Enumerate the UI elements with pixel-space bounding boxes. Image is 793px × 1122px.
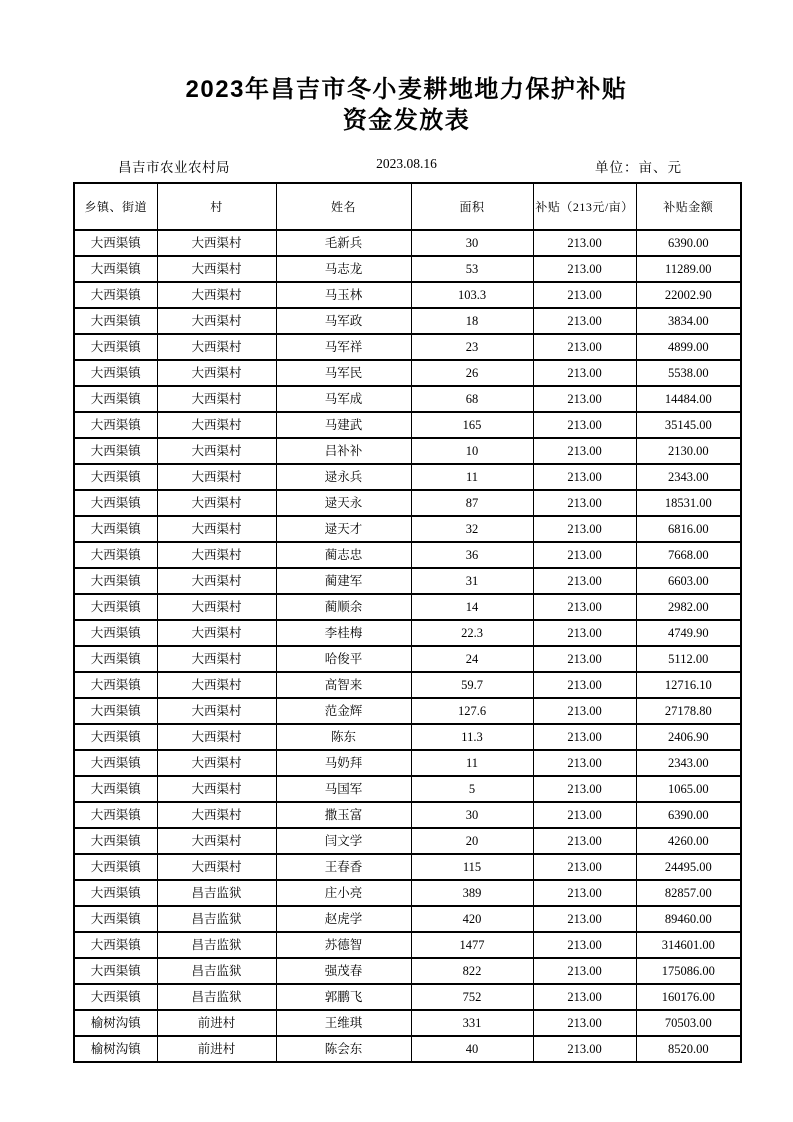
cell-amount: 12716.10 xyxy=(636,672,741,698)
cell-area: 30 xyxy=(411,802,533,828)
cell-township: 大西渠镇 xyxy=(74,932,157,958)
cell-area: 59.7 xyxy=(411,672,533,698)
cell-name: 范金辉 xyxy=(276,698,411,724)
cell-township: 大西渠镇 xyxy=(74,828,157,854)
cell-amount: 4749.90 xyxy=(636,620,741,646)
cell-area: 24 xyxy=(411,646,533,672)
table-row xyxy=(74,776,741,802)
table-row xyxy=(74,1036,741,1062)
cell-rate: 213.00 xyxy=(533,646,636,672)
cell-name: 陈东 xyxy=(276,724,411,750)
cell-rate: 213.00 xyxy=(533,672,636,698)
cell-amount: 2343.00 xyxy=(636,750,741,776)
cell-name: 蔺建军 xyxy=(276,568,411,594)
cell-name: 逯天才 xyxy=(276,516,411,542)
cell-village: 大西渠村 xyxy=(157,256,276,282)
cell-village: 昌吉监狱 xyxy=(157,958,276,984)
cell-village: 大西渠村 xyxy=(157,672,276,698)
cell-area: 420 xyxy=(411,906,533,932)
cell-township: 大西渠镇 xyxy=(74,542,157,568)
cell-name: 马志龙 xyxy=(276,256,411,282)
cell-village: 昌吉监狱 xyxy=(157,880,276,906)
cell-township: 大西渠镇 xyxy=(74,672,157,698)
cell-amount: 3834.00 xyxy=(636,308,741,334)
cell-village: 大西渠村 xyxy=(157,568,276,594)
table-row xyxy=(74,386,741,412)
cell-name: 吕补补 xyxy=(276,438,411,464)
cell-rate: 213.00 xyxy=(533,542,636,568)
cell-amount: 2130.00 xyxy=(636,438,741,464)
table-row xyxy=(74,698,741,724)
cell-rate: 213.00 xyxy=(533,984,636,1010)
cell-amount: 6390.00 xyxy=(636,802,741,828)
cell-name: 哈俊平 xyxy=(276,646,411,672)
cell-rate: 213.00 xyxy=(533,1010,636,1036)
cell-township: 大西渠镇 xyxy=(74,412,157,438)
cell-rate: 213.00 xyxy=(533,256,636,282)
table-row xyxy=(74,724,741,750)
cell-township: 榆树沟镇 xyxy=(74,1036,157,1062)
cell-rate: 213.00 xyxy=(533,750,636,776)
cell-area: 389 xyxy=(411,880,533,906)
cell-rate: 213.00 xyxy=(533,880,636,906)
table-row xyxy=(74,230,741,256)
cell-township: 大西渠镇 xyxy=(74,594,157,620)
table-row xyxy=(74,646,741,672)
cell-village: 大西渠村 xyxy=(157,750,276,776)
cell-village: 大西渠村 xyxy=(157,542,276,568)
cell-village: 大西渠村 xyxy=(157,308,276,334)
cell-village: 大西渠村 xyxy=(157,854,276,880)
col-header-amount: 补贴金额 xyxy=(636,183,741,230)
cell-name: 王春香 xyxy=(276,854,411,880)
cell-area: 18 xyxy=(411,308,533,334)
cell-rate: 213.00 xyxy=(533,828,636,854)
cell-rate: 213.00 xyxy=(533,516,636,542)
col-header-township: 乡镇、街道 xyxy=(74,183,157,230)
table-row xyxy=(74,438,741,464)
cell-amount: 8520.00 xyxy=(636,1036,741,1062)
table-row xyxy=(74,958,741,984)
cell-area: 822 xyxy=(411,958,533,984)
unit-label: 单位：亩、元 xyxy=(595,160,682,175)
date-label: 2023.08.16 xyxy=(376,156,437,171)
cell-amount: 89460.00 xyxy=(636,906,741,932)
table-row xyxy=(74,802,741,828)
cell-township: 大西渠镇 xyxy=(74,360,157,386)
cell-area: 165 xyxy=(411,412,533,438)
agency-label: 昌吉市农业农村局 xyxy=(118,160,230,175)
table-row xyxy=(74,542,741,568)
col-header-rate: 补贴（213元/亩） xyxy=(533,183,636,230)
cell-amount: 82857.00 xyxy=(636,880,741,906)
meta-row xyxy=(73,156,740,178)
table-row xyxy=(74,906,741,932)
cell-name: 马建武 xyxy=(276,412,411,438)
cell-area: 10 xyxy=(411,438,533,464)
cell-village: 前进村 xyxy=(157,1036,276,1062)
cell-rate: 213.00 xyxy=(533,958,636,984)
cell-name: 庄小亮 xyxy=(276,880,411,906)
page-title xyxy=(73,74,740,136)
cell-amount: 175086.00 xyxy=(636,958,741,984)
cell-amount: 314601.00 xyxy=(636,932,741,958)
cell-area: 752 xyxy=(411,984,533,1010)
table-row xyxy=(74,282,741,308)
cell-village: 大西渠村 xyxy=(157,646,276,672)
cell-rate: 213.00 xyxy=(533,282,636,308)
cell-amount: 70503.00 xyxy=(636,1010,741,1036)
cell-village: 昌吉监狱 xyxy=(157,906,276,932)
cell-rate: 213.00 xyxy=(533,308,636,334)
cell-village: 大西渠村 xyxy=(157,516,276,542)
cell-township: 大西渠镇 xyxy=(74,984,157,1010)
cell-rate: 213.00 xyxy=(533,620,636,646)
cell-name: 李桂梅 xyxy=(276,620,411,646)
cell-area: 5 xyxy=(411,776,533,802)
cell-rate: 213.00 xyxy=(533,568,636,594)
cell-name: 蔺志忠 xyxy=(276,542,411,568)
cell-village: 大西渠村 xyxy=(157,386,276,412)
cell-amount: 4260.00 xyxy=(636,828,741,854)
cell-township: 大西渠镇 xyxy=(74,464,157,490)
cell-amount: 2406.90 xyxy=(636,724,741,750)
cell-area: 32 xyxy=(411,516,533,542)
cell-area: 115 xyxy=(411,854,533,880)
cell-village: 大西渠村 xyxy=(157,282,276,308)
table-row xyxy=(74,828,741,854)
cell-rate: 213.00 xyxy=(533,594,636,620)
cell-amount: 160176.00 xyxy=(636,984,741,1010)
cell-name: 逯永兵 xyxy=(276,464,411,490)
cell-area: 23 xyxy=(411,334,533,360)
cell-township: 大西渠镇 xyxy=(74,854,157,880)
cell-area: 1477 xyxy=(411,932,533,958)
cell-amount: 22002.90 xyxy=(636,282,741,308)
cell-name: 陈会东 xyxy=(276,1036,411,1062)
cell-amount: 5112.00 xyxy=(636,646,741,672)
cell-rate: 213.00 xyxy=(533,854,636,880)
cell-township: 大西渠镇 xyxy=(74,438,157,464)
cell-village: 大西渠村 xyxy=(157,334,276,360)
page-title-line1: 2023年昌吉市冬小麦耕地地力保护补贴 xyxy=(185,76,628,103)
cell-township: 榆树沟镇 xyxy=(74,1010,157,1036)
cell-village: 大西渠村 xyxy=(157,620,276,646)
cell-amount: 27178.80 xyxy=(636,698,741,724)
table-row xyxy=(74,464,741,490)
cell-village: 大西渠村 xyxy=(157,724,276,750)
cell-area: 22.3 xyxy=(411,620,533,646)
cell-name: 蔺顺余 xyxy=(276,594,411,620)
table-row xyxy=(74,360,741,386)
cell-area: 26 xyxy=(411,360,533,386)
cell-rate: 213.00 xyxy=(533,932,636,958)
cell-village: 大西渠村 xyxy=(157,490,276,516)
cell-name: 马军成 xyxy=(276,386,411,412)
col-header-area: 面积 xyxy=(411,183,533,230)
cell-village: 大西渠村 xyxy=(157,776,276,802)
cell-township: 大西渠镇 xyxy=(74,256,157,282)
cell-name: 毛新兵 xyxy=(276,230,411,256)
cell-rate: 213.00 xyxy=(533,386,636,412)
cell-area: 87 xyxy=(411,490,533,516)
cell-village: 大西渠村 xyxy=(157,230,276,256)
cell-amount: 24495.00 xyxy=(636,854,741,880)
cell-name: 马军民 xyxy=(276,360,411,386)
table-row xyxy=(74,854,741,880)
cell-area: 20 xyxy=(411,828,533,854)
cell-amount: 5538.00 xyxy=(636,360,741,386)
cell-township: 大西渠镇 xyxy=(74,230,157,256)
cell-township: 大西渠镇 xyxy=(74,724,157,750)
cell-name: 马奶拜 xyxy=(276,750,411,776)
cell-area: 31 xyxy=(411,568,533,594)
table-row xyxy=(74,932,741,958)
cell-name: 马国军 xyxy=(276,776,411,802)
cell-township: 大西渠镇 xyxy=(74,282,157,308)
cell-rate: 213.00 xyxy=(533,412,636,438)
table-row xyxy=(74,750,741,776)
cell-township: 大西渠镇 xyxy=(74,334,157,360)
cell-name: 逯天永 xyxy=(276,490,411,516)
cell-amount: 2343.00 xyxy=(636,464,741,490)
cell-amount: 1065.00 xyxy=(636,776,741,802)
cell-area: 36 xyxy=(411,542,533,568)
cell-amount: 6603.00 xyxy=(636,568,741,594)
table-row xyxy=(74,1010,741,1036)
cell-area: 40 xyxy=(411,1036,533,1062)
cell-amount: 14484.00 xyxy=(636,386,741,412)
table-row xyxy=(74,334,741,360)
table-row xyxy=(74,880,741,906)
cell-rate: 213.00 xyxy=(533,906,636,932)
cell-amount: 11289.00 xyxy=(636,256,741,282)
cell-name: 强茂春 xyxy=(276,958,411,984)
cell-amount: 4899.00 xyxy=(636,334,741,360)
cell-amount: 2982.00 xyxy=(636,594,741,620)
cell-rate: 213.00 xyxy=(533,464,636,490)
cell-area: 11 xyxy=(411,750,533,776)
cell-village: 大西渠村 xyxy=(157,360,276,386)
cell-amount: 6816.00 xyxy=(636,516,741,542)
page-title-line2: 资金发放表 xyxy=(342,107,471,134)
cell-area: 103.3 xyxy=(411,282,533,308)
cell-name: 郭鹏飞 xyxy=(276,984,411,1010)
table-row xyxy=(74,672,741,698)
cell-name: 马军政 xyxy=(276,308,411,334)
table-row xyxy=(74,620,741,646)
cell-village: 大西渠村 xyxy=(157,464,276,490)
cell-village: 大西渠村 xyxy=(157,438,276,464)
cell-name: 高智来 xyxy=(276,672,411,698)
cell-name: 马玉林 xyxy=(276,282,411,308)
cell-village: 大西渠村 xyxy=(157,828,276,854)
cell-rate: 213.00 xyxy=(533,776,636,802)
cell-rate: 213.00 xyxy=(533,230,636,256)
cell-township: 大西渠镇 xyxy=(74,698,157,724)
table-row xyxy=(74,308,741,334)
cell-area: 30 xyxy=(411,230,533,256)
cell-name: 马军祥 xyxy=(276,334,411,360)
cell-rate: 213.00 xyxy=(533,360,636,386)
cell-township: 大西渠镇 xyxy=(74,906,157,932)
subsidy-table xyxy=(73,182,742,1063)
cell-township: 大西渠镇 xyxy=(74,568,157,594)
cell-rate: 213.00 xyxy=(533,1036,636,1062)
cell-name: 赵虎学 xyxy=(276,906,411,932)
cell-rate: 213.00 xyxy=(533,490,636,516)
cell-township: 大西渠镇 xyxy=(74,308,157,334)
cell-township: 大西渠镇 xyxy=(74,776,157,802)
cell-area: 331 xyxy=(411,1010,533,1036)
table-row xyxy=(74,256,741,282)
cell-village: 昌吉监狱 xyxy=(157,932,276,958)
table-header-row xyxy=(74,183,741,230)
cell-name: 苏德智 xyxy=(276,932,411,958)
cell-rate: 213.00 xyxy=(533,698,636,724)
cell-rate: 213.00 xyxy=(533,802,636,828)
cell-village: 前进村 xyxy=(157,1010,276,1036)
cell-name: 王维琪 xyxy=(276,1010,411,1036)
cell-township: 大西渠镇 xyxy=(74,386,157,412)
cell-township: 大西渠镇 xyxy=(74,646,157,672)
table-body xyxy=(74,230,741,1062)
cell-name: 撒玉富 xyxy=(276,802,411,828)
table-row xyxy=(74,594,741,620)
cell-amount: 7668.00 xyxy=(636,542,741,568)
cell-township: 大西渠镇 xyxy=(74,516,157,542)
table-row xyxy=(74,984,741,1010)
cell-area: 53 xyxy=(411,256,533,282)
cell-rate: 213.00 xyxy=(533,438,636,464)
col-header-name: 姓名 xyxy=(276,183,411,230)
cell-area: 127.6 xyxy=(411,698,533,724)
table-row xyxy=(74,516,741,542)
col-header-village: 村 xyxy=(157,183,276,230)
cell-area: 11.3 xyxy=(411,724,533,750)
cell-village: 大西渠村 xyxy=(157,698,276,724)
cell-village: 大西渠村 xyxy=(157,594,276,620)
cell-township: 大西渠镇 xyxy=(74,958,157,984)
cell-rate: 213.00 xyxy=(533,724,636,750)
table-row xyxy=(74,412,741,438)
cell-village: 大西渠村 xyxy=(157,412,276,438)
cell-area: 11 xyxy=(411,464,533,490)
cell-township: 大西渠镇 xyxy=(74,490,157,516)
cell-amount: 35145.00 xyxy=(636,412,741,438)
cell-township: 大西渠镇 xyxy=(74,750,157,776)
table-row xyxy=(74,490,741,516)
cell-village: 大西渠村 xyxy=(157,802,276,828)
cell-area: 14 xyxy=(411,594,533,620)
cell-township: 大西渠镇 xyxy=(74,880,157,906)
cell-village: 昌吉监狱 xyxy=(157,984,276,1010)
cell-township: 大西渠镇 xyxy=(74,802,157,828)
cell-name: 闫文学 xyxy=(276,828,411,854)
cell-township: 大西渠镇 xyxy=(74,620,157,646)
table-row xyxy=(74,568,741,594)
cell-amount: 18531.00 xyxy=(636,490,741,516)
cell-area: 68 xyxy=(411,386,533,412)
cell-rate: 213.00 xyxy=(533,334,636,360)
cell-amount: 6390.00 xyxy=(636,230,741,256)
